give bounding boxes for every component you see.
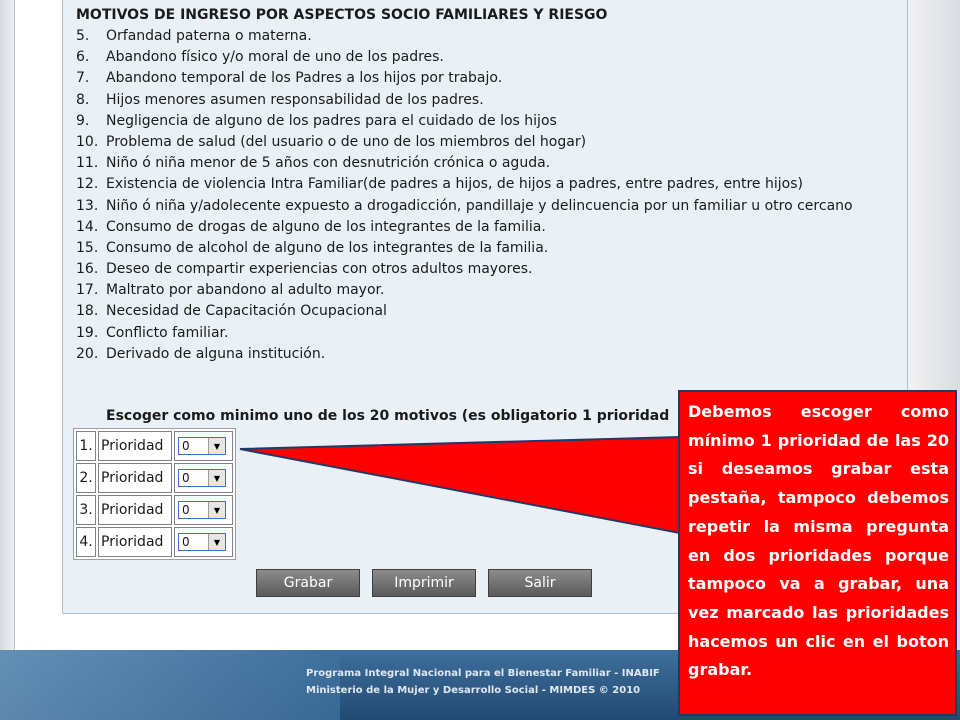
required-priority-note: Escoger como minimo uno de los 20 motivos (es obligatorio 1 prioridad <box>106 408 670 424</box>
footer-program-name: Programa Integral Nacional para el Bienestar Familiar - INABIF <box>306 668 660 679</box>
print-button[interactable]: Imprimir <box>372 569 476 597</box>
motive-text: Negligencia de alguno de los padres para el cuidado de los hijos <box>106 112 557 129</box>
priority-number: 2. <box>76 463 96 493</box>
section-title: MOTIVOS DE INGRESO POR ASPECTOS SOCIO FAMILIARES Y RIESGO <box>76 7 608 23</box>
motive-text: Existencia de violencia Intra Familiar(de padres a hijos, de hijos a padres, entre padres, entre hijos) <box>106 176 803 193</box>
motive-text: Niño ó niña menor de 5 años con desnutrición crónica o aguda. <box>106 155 551 172</box>
motive-text: Consumo de alcohol de alguno de los integrantes de la familia. <box>106 239 549 256</box>
motive-number: 11. <box>76 155 99 172</box>
motive-text: Consumo de drogas de alguno de los integrantes de la familia. <box>106 218 546 235</box>
motive-number: 19. <box>76 324 99 341</box>
priority-select-value: 0 <box>182 503 190 517</box>
motive-text: Maltrato por abandono al adulto mayor. <box>106 282 385 299</box>
priority-select-value: 0 <box>182 471 190 485</box>
footer-ministry-copyright: Ministerio de la Mujer y Desarrollo Social - MIMDES © 2010 <box>306 685 641 696</box>
motive-text: Deseo de compartir experiencias con otros adultos mayores. <box>106 261 533 278</box>
motive-number: 13. <box>76 197 99 214</box>
motive-number: 7. <box>76 70 90 87</box>
callout-pointer-shape <box>240 437 680 533</box>
motive-number: 16. <box>76 261 99 278</box>
motive-text: Necesidad de Capacitación Ocupacional <box>106 303 387 320</box>
priority-select-value: 0 <box>182 535 190 549</box>
motive-text: Orfandad paterna o materna. <box>106 28 312 44</box>
motive-number: 20. <box>76 345 99 362</box>
priority-label: Prioridad <box>98 527 172 557</box>
motive-text: Derivado de alguna institución. <box>106 345 326 362</box>
dropdown-arrow-icon[interactable]: ▼ <box>208 534 225 550</box>
annotation-callout <box>678 390 957 716</box>
exit-button[interactable]: Salir <box>488 569 592 597</box>
motive-text: Conflicto familiar. <box>106 324 229 341</box>
motive-number: 8. <box>76 91 90 108</box>
dropdown-arrow-icon[interactable]: ▼ <box>208 502 225 518</box>
motive-text: Problema de salud (del usuario o de uno de los miembros del hogar) <box>106 133 587 150</box>
callout-text: Debemos escoger como mínimo 1 prioridad de las 20 si deseamos grabar esta pestaña, tampoco debemos repetir la misma pregunta en dos prioridades porque tampoco va a grabar, una vez marcado las prioridades hacemos un clic en el boton grabar. <box>688 402 949 680</box>
motive-number: 5. <box>76 28 90 44</box>
priority-number: 4. <box>76 527 96 557</box>
motive-text: Niño ó niña y/adolecente expuesto a drogadicción, pandillaje y delincuencia por un familiar u otro cercano <box>106 197 853 214</box>
motive-number: 18. <box>76 303 99 320</box>
motive-number: 12. <box>76 176 99 193</box>
priority-label: Prioridad <box>98 431 172 461</box>
motive-number: 17. <box>76 282 99 299</box>
save-button[interactable]: Grabar <box>256 569 360 597</box>
priority-number: 3. <box>76 495 96 525</box>
motive-number: 9. <box>76 112 90 129</box>
motive-number: 10. <box>76 133 99 150</box>
dropdown-arrow-icon[interactable]: ▼ <box>208 470 225 486</box>
priority-label: Prioridad <box>98 495 172 525</box>
priority-number: 1. <box>76 431 96 461</box>
motive-text: Hijos menores asumen responsabilidad de los padres. <box>106 91 484 108</box>
motive-text: Abandono físico y/o moral de uno de los padres. <box>106 49 444 66</box>
motive-number: 15. <box>76 239 99 256</box>
motive-text: Abandono temporal de los Padres a los hijos por trabajo. <box>106 70 503 87</box>
priority-select-value: 0 <box>182 439 190 453</box>
motive-number: 14. <box>76 218 99 235</box>
motive-number: 6. <box>76 49 90 66</box>
dropdown-arrow-icon[interactable]: ▼ <box>208 438 225 454</box>
priority-label: Prioridad <box>98 463 172 493</box>
